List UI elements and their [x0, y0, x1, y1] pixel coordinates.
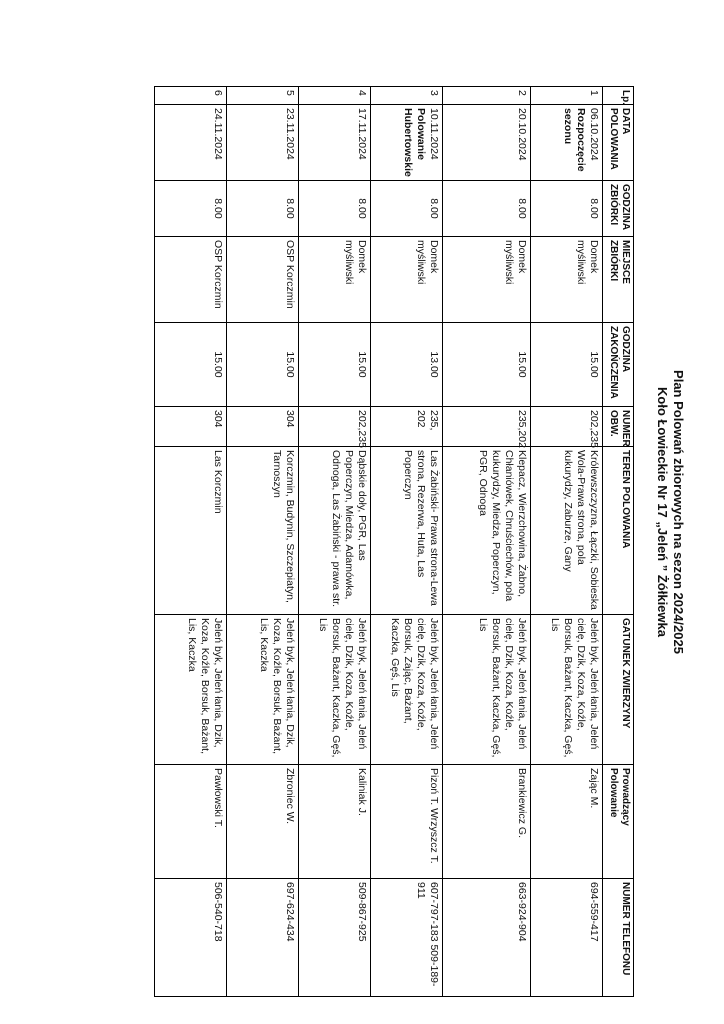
row-lp: 2: [443, 87, 531, 105]
row-terrain: Klepacz, Wierzchowina, Żabno, Chłaniówek, Chruściechów, pola kukurydzy, Miedza, Poperczyn, PGR, Odnoga: [443, 447, 531, 615]
table-row: [443, 87, 531, 997]
column-header-end-time: GODZINA ZAKOŃCZENIA: [603, 323, 634, 407]
column-header-meeting-place: MIEJSCE ZBIÓRKI: [603, 237, 634, 323]
row-species: Jeleń byk, Jeleń łania, Jeleń cielę, Dzik, Koza, Koźle, Borsuk, Bażant, Kaczka, Gęś, Lis: [299, 615, 371, 765]
row-start-time: 8.00: [371, 181, 443, 237]
row-area-number: 202,235: [299, 407, 371, 447]
document-title: Plan Polowań zbiorowych na sezon 2024/2025: [671, 370, 686, 654]
row-meeting-place: Domek myśliwski: [443, 237, 531, 323]
table-row: [371, 87, 443, 997]
row-area-number: 235,202: [443, 407, 531, 447]
row-leader: Kaliniak J.: [299, 765, 371, 879]
row-area-number: 235, 202: [371, 407, 443, 447]
row-phone: 607-797-183 509-189-911: [371, 879, 443, 997]
row-meeting-place: OSP Korczmin: [227, 237, 299, 323]
row-leader: Brankiewicz G.: [443, 765, 531, 879]
column-header-lp: Lp.: [603, 87, 634, 105]
row-leader: Pawłowski T.: [155, 765, 227, 879]
row-meeting-place: Domek myśliwski: [531, 237, 603, 323]
row-lp: 6: [155, 87, 227, 105]
row-terrain: Królewszczyzna, Łączki, Sobieska Wola-Prawa strona, pola kukurydzy, Zaburze, Gany: [531, 447, 603, 615]
row-phone: 506-540-718: [155, 879, 227, 997]
row-note: Polowanie Hubertowskie: [402, 108, 427, 177]
row-area-number: 202,235: [531, 407, 603, 447]
table-header-row: [603, 87, 634, 997]
row-lp: 5: [227, 87, 299, 105]
row-start-time: 8.00: [155, 181, 227, 237]
column-header-date: DATA POLOWANIA: [603, 105, 634, 181]
row-phone: 509-867-925: [299, 879, 371, 997]
row-end-time: 15.00: [227, 323, 299, 407]
row-date-cell: [371, 105, 443, 181]
row-terrain: Dąbskie doły, PGR, Las Poperczyn, Miedza, Adamówka, Odnoga, Las Żabiński - prawa str.: [299, 447, 371, 615]
row-note: Rozpoczęcie sezonu: [562, 108, 587, 172]
document-subtitle: Koło Łowieckie Nr 17 „Jeleń ” Żółkiewka: [655, 387, 670, 637]
row-date: 23.11.2024: [284, 108, 296, 160]
row-date-cell: [299, 105, 371, 181]
row-species: Jeleń byk, Jeleń łania, Dzik, Koza, Koźle, Borsuk, Bażant, Lis, Kaczka: [155, 615, 227, 765]
hunting-plan-table: [154, 86, 634, 997]
row-date-cell: [443, 105, 531, 181]
column-header-terrain: TEREN POLOWANIA: [603, 447, 634, 615]
row-start-time: 8.00: [299, 181, 371, 237]
row-phone: 663-924-904: [443, 879, 531, 997]
column-header-leader: Prowadzący Polowanie: [603, 765, 634, 879]
row-lp: 1: [531, 87, 603, 105]
row-date: 06.10.2024: [588, 108, 600, 161]
row-date: 20.10.2024: [516, 108, 528, 161]
row-meeting-place: Domek myśliwski: [371, 237, 443, 323]
row-lp: 3: [371, 87, 443, 105]
row-start-time: 8.00: [531, 181, 603, 237]
row-terrain: Las Żabiński- Prawa strona-Lewa strona, Rezerwa, Huta, Las Poperczyn: [371, 447, 443, 615]
row-end-time: 15.00: [299, 323, 371, 407]
column-header-phone: NUMER TELEFONU: [603, 879, 634, 997]
row-terrain: Korczmin, Budynin, Szczepiatyn, Tarnoszyn: [227, 447, 299, 615]
row-area-number: 304: [227, 407, 299, 447]
row-meeting-place: Domek myśliwski: [299, 237, 371, 323]
row-end-time: 15.00: [443, 323, 531, 407]
row-meeting-place: OSP Korczmin: [155, 237, 227, 323]
row-phone: 694-559-417: [531, 879, 603, 997]
hunting-plan-table-wrapper: [154, 86, 634, 996]
table-row: [299, 87, 371, 997]
row-start-time: 8.00: [227, 181, 299, 237]
row-species: Jeleń byk, Jeleń łania, Jeleń cielę, Dzik, Koza, Koźle, Borsuk, Bażant, Kaczka, Gęś, Lis: [531, 615, 603, 765]
row-date-cell: [227, 105, 299, 181]
row-end-time: 15.00: [155, 323, 227, 407]
row-date-cell: [155, 105, 227, 181]
row-phone: 697-624-434: [227, 879, 299, 997]
document-header: [654, 0, 686, 1024]
row-date: 10.11.2024: [428, 108, 440, 160]
row-start-time: 8.00: [443, 181, 531, 237]
row-leader: Zając M.: [531, 765, 603, 879]
row-terrain: Las Korczmin: [155, 447, 227, 615]
row-leader: Pizoń T. Wrzyszcz T.: [371, 765, 443, 879]
row-end-time: 15.00: [531, 323, 603, 407]
row-leader: Zbroniec W.: [227, 765, 299, 879]
column-header-species: GATUNEK ZWIERZYNY: [603, 615, 634, 765]
row-date: 17.11.2024: [356, 108, 368, 160]
row-area-number: 304: [155, 407, 227, 447]
table-row: [155, 87, 227, 997]
table-row: [531, 87, 603, 997]
table-row: [227, 87, 299, 997]
column-header-area-number: NUMER OBW.: [603, 407, 634, 447]
row-date: 24.11.2024: [212, 108, 224, 160]
row-date-cell: [531, 105, 603, 181]
row-species: Jeleń byk, Jeleń łania, Dzik, Koza, Koźle, Borsuk, Bażant, Lis, Kaczka: [227, 615, 299, 765]
row-end-time: 13.00: [371, 323, 443, 407]
row-species: Jeleń byk, Jeleń łania, Jeleń cielę, Dzik, Koza, Koźle, Borsuk, Bażant, Kaczka, Gęś, Lis: [443, 615, 531, 765]
row-lp: 4: [299, 87, 371, 105]
row-species: Jeleń byk, Jeleń łania, Jeleń cielę, Dzik, Koza, Koźle, Borsuk, Zając, Bażant, Kaczka, Gęś, Lis: [371, 615, 443, 765]
column-header-start-time: GODZINA ZBIÓRKI: [603, 181, 634, 237]
